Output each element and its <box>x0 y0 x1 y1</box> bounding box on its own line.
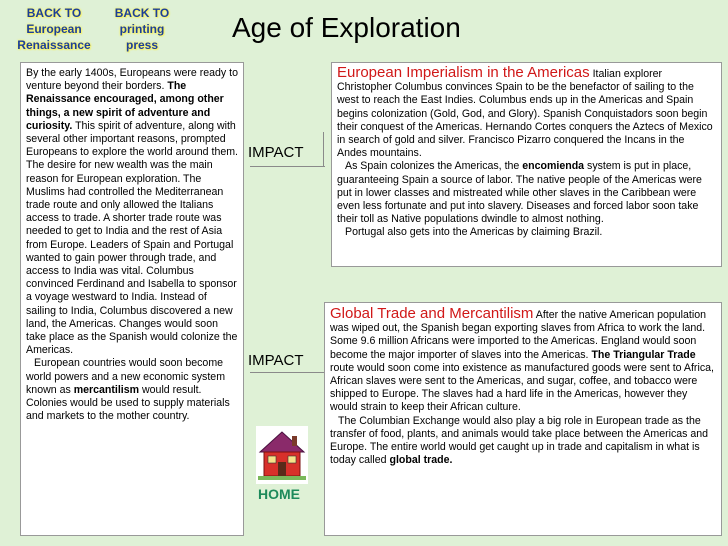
nav-line: European <box>26 22 82 36</box>
back-to-european-renaissance-link[interactable] <box>6 5 102 53</box>
text: system is put in place, guaranteeing Spain a source of labor. The native people of the Americas were put in lower classes and mistreated while other slaves in the Caribbean were even less fortunate and put into slavery. Diseases and forced labor soon take their toll as Native populations dwindle to almost nothing. <box>337 160 702 226</box>
nav-line: BACK TO <box>26 6 82 20</box>
nav-line: Renaissance <box>17 38 91 52</box>
connector-line <box>250 166 325 167</box>
house-icon[interactable] <box>256 426 308 484</box>
nav-line: BACK TO <box>114 6 170 20</box>
bold-text: encomienda <box>522 160 585 173</box>
imperialism-paragraph <box>337 66 716 160</box>
imperialism-box <box>331 62 722 267</box>
bold-text: global trade. <box>389 454 453 467</box>
text: This spirit of adventure, along with several other important reasons, prompted Europeans to explore the world around them. The desire for new wealth was the main reason for European exploration. The Muslims had controlled the Mediterranean trade route and only allowed the Italians access to trade. A shorter trade route was needed to get to India and the rest of Asia from Europe. Leaders of Spain and Portugal wanted to gain power through trade, and access to India was vital. Columbus convinced Ferdinand and Isabella to sponsor a voyage westward to India. Instead of sailing to India, Columbus discovered a new land, the Americas. Changes would soon take place as the Spanish would colonize the Americas. <box>26 119 239 357</box>
home-link[interactable]: HOME <box>258 486 300 502</box>
imperialism-paragraph <box>337 160 716 226</box>
bold-text: mercantilism <box>73 383 140 396</box>
connector-line <box>323 132 324 167</box>
imperialism-paragraph: Portugal also gets into the Americas by claiming Brazil. <box>345 226 603 239</box>
summary-paragraph <box>26 67 238 357</box>
text: By the early 1400s, Europeans were ready to venture beyond their borders. <box>26 67 238 93</box>
nav-line: printing <box>119 22 165 36</box>
back-to-printing-press-link[interactable] <box>100 5 184 53</box>
trade-heading: Global Trade and Mercantilism <box>330 305 534 322</box>
connector-line <box>250 372 324 373</box>
trade-box <box>324 302 722 536</box>
text: After the native American population was wiped out, the Spanish began exporting slaves from Africa to work the land. Some 9.6 million Africans were imported to the Americas. England would soon become the major importer of slaves into the Americas. <box>330 309 706 361</box>
bold-text: The Renaissance encouraged, among other things, a new spirit of adventure and curiosity. <box>26 80 224 132</box>
text: European countries would soon become world powers and a new economic system known as <box>26 357 226 396</box>
text: Italian explorer Christopher Columbus convinces Spain to be the benefactor of sailing to the west to reach the East Indies. Columbus ends up in the Americas and Spain begins colonization (Gold, God, and Glory). Spanish Conquistadors soon begin their conquest of the Americas. Hernando Cortes conquers the Aztecs of Mexico in search of gold and silver. Francisco Pizarro conquered the Incans in the Andes mountains. <box>337 68 713 160</box>
text: As Spain colonizes the Americas, the <box>345 160 523 173</box>
trade-paragraph <box>330 415 716 468</box>
page-title: Age of Exploration <box>232 12 461 43</box>
text: The Columbian Exchange would also play a big role in European trade as the transfer of food, plants, and animals would take place between the Americas and Europe. The entire world would get caught up in trade and capitalism in what is today called <box>330 414 709 467</box>
nav-line: press <box>125 38 159 52</box>
renaissance-summary-box <box>20 62 244 536</box>
bold-text: The Triangular Trade <box>591 348 696 361</box>
impact-link-trade[interactable]: IMPACT <box>248 352 304 369</box>
imperialism-heading: European Imperialism in the Americas <box>337 64 590 81</box>
impact-link-imperialism[interactable]: IMPACT <box>248 144 304 161</box>
summary-paragraph <box>26 357 238 423</box>
text: would result. Colonies would be used to supply materials and markets to the mother country. <box>26 383 230 423</box>
trade-paragraph <box>330 307 716 415</box>
text: route would soon come into existence as manufactured goods were sent to Africa, African slaves were sent to the Americas, and sugar, coffee, and tobacco were shipped to Europe. The slaves had a hard life in the Americas, however they would strain to keep their African culture. <box>330 361 714 414</box>
